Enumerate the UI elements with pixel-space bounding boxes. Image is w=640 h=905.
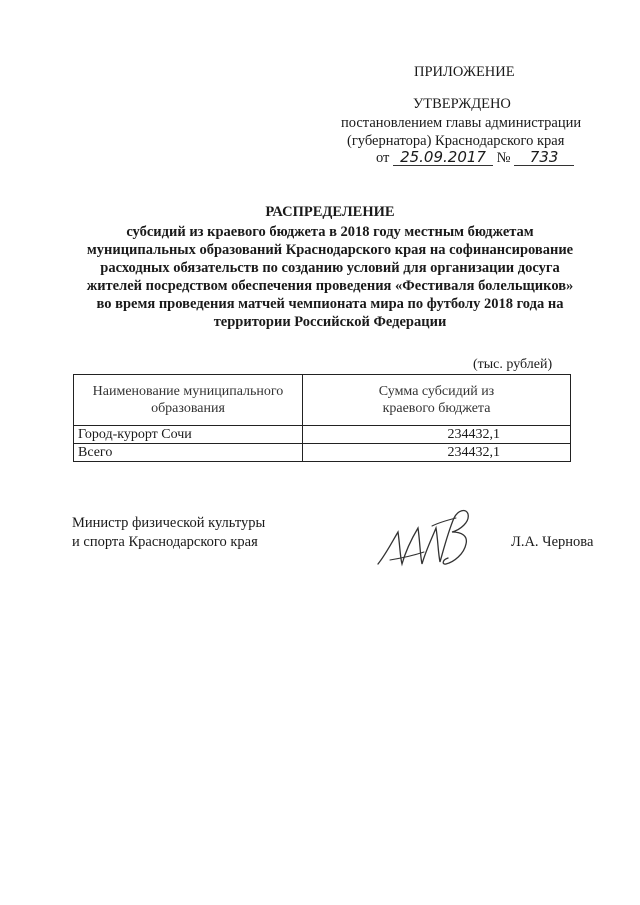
document-title <box>70 203 590 331</box>
column-header-amount-line2: краевого бюджета <box>382 401 491 416</box>
signer-position-line2: и спорта Краснодарского края <box>72 534 258 550</box>
table-header-row <box>74 375 571 426</box>
column-header-amount-line1: Сумма субсидий из <box>378 384 495 399</box>
signer-name: Л.А. Чернова <box>511 534 594 550</box>
title-line-5: во время проведения матчей чемпионата мира по футболу 2018 года на <box>96 296 564 312</box>
column-header-name <box>74 375 303 426</box>
signer-position-line1: Министр физической культуры <box>72 515 266 531</box>
title-line-1: субсидий из краевого бюджета в 2018 году местным бюджетам <box>126 224 534 240</box>
decree-date: 25.09.2017 <box>393 150 493 166</box>
table-row-total <box>74 444 571 462</box>
subsidy-table <box>73 374 571 462</box>
title-main: РАСПРЕДЕЛЕНИЕ <box>265 204 395 220</box>
appendix-label: ПРИЛОЖЕНИЕ <box>414 64 515 80</box>
handwritten-signature <box>372 502 482 577</box>
title-line-2: муниципальных образований Краснодарского края на софинансирование <box>86 242 574 258</box>
decree-line-2: (губернатора) Краснодарского края <box>347 133 565 149</box>
row-name: Город-курорт Сочи <box>74 426 303 444</box>
units-label: (тыс. рублей) <box>473 357 553 372</box>
row-amount: 234432,1 <box>303 426 571 444</box>
date-prefix: от <box>376 150 390 166</box>
column-header-amount <box>303 375 571 426</box>
title-line-6: территории Российской Федерации <box>213 314 447 330</box>
title-line-4: жителей посредством обеспечения проведения «Фестиваля болельщиков» <box>86 278 574 294</box>
approved-label: УТВЕРЖДЕНО <box>413 96 511 112</box>
column-header-name-line2: образования <box>151 401 225 416</box>
decree-date-line <box>376 150 574 167</box>
decree-line-1: постановлением главы администрации <box>341 115 582 131</box>
number-prefix: № <box>496 150 511 166</box>
table-row <box>74 426 571 444</box>
decree-number: 733 <box>514 150 574 166</box>
signer-position <box>72 514 265 552</box>
column-header-name-line1: Наименование муниципального <box>92 384 284 399</box>
row-name: Всего <box>74 444 303 462</box>
title-line-3: расходных обязательств по созданию условий для организации досуга <box>100 260 560 276</box>
row-amount: 234432,1 <box>303 444 571 462</box>
